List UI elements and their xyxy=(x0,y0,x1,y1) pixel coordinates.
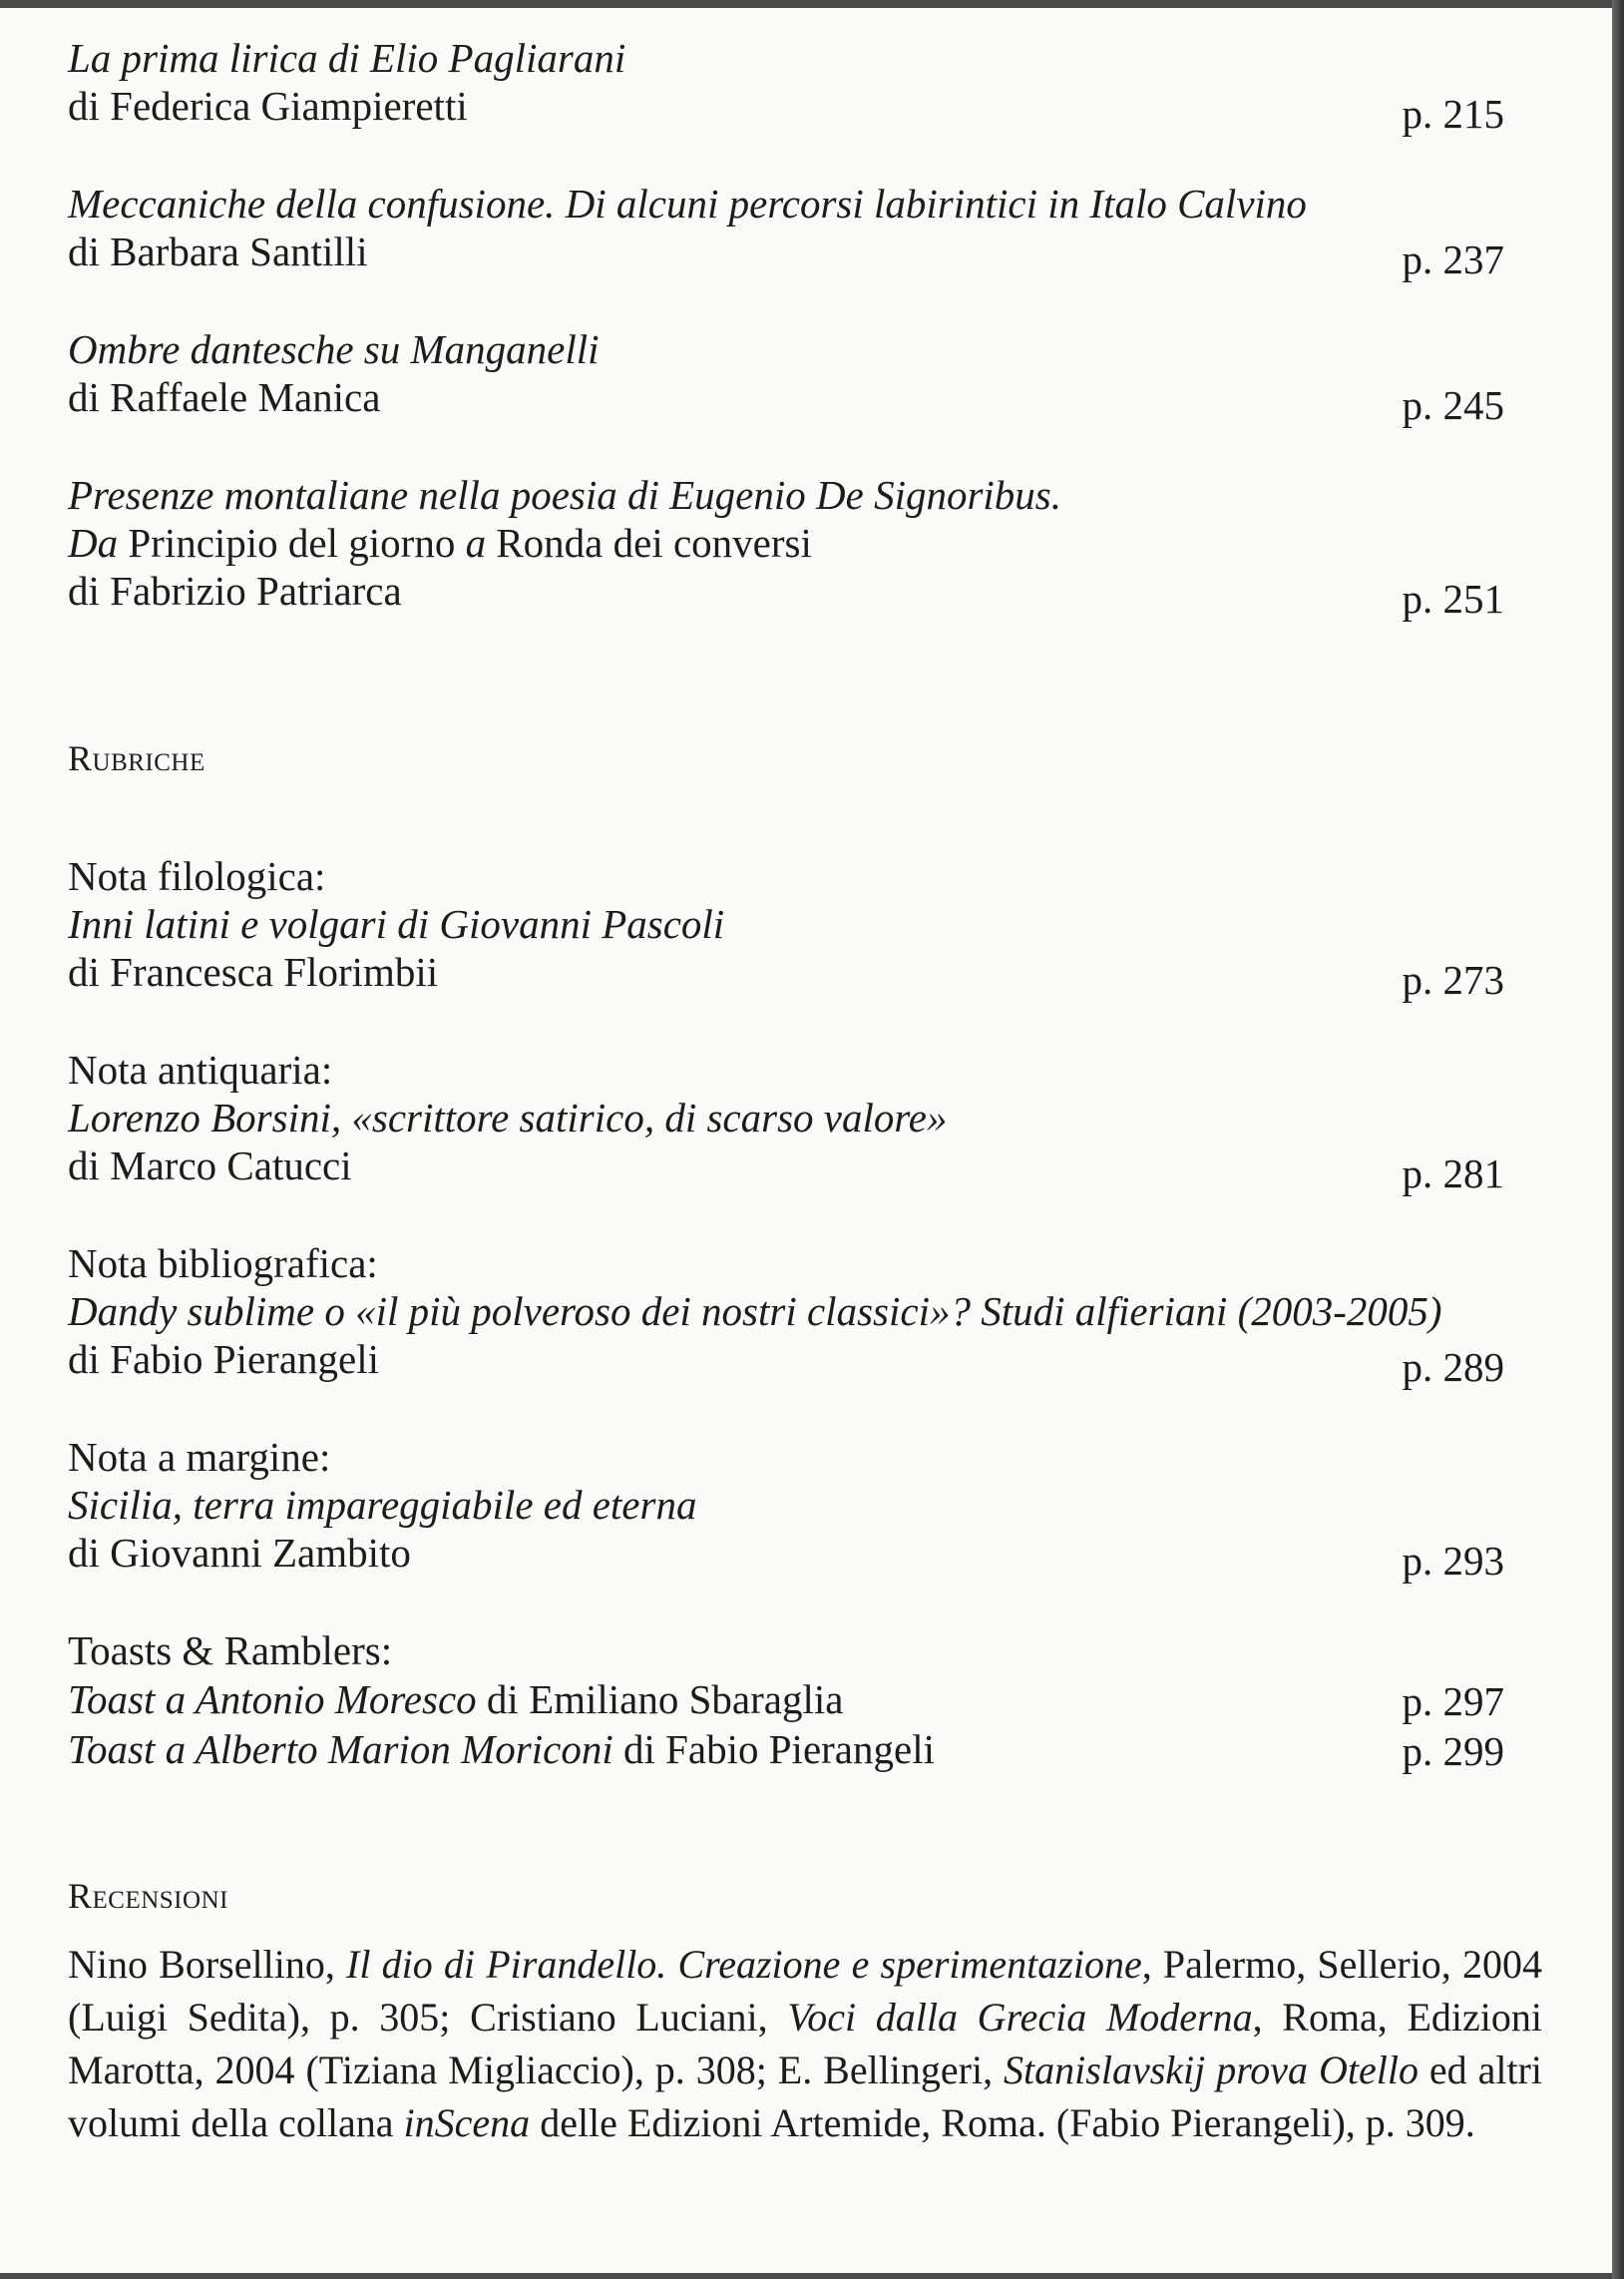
review-book-title: Voci dalla Grecia Moderna xyxy=(787,1995,1253,2040)
entry-label: Nota a margine: xyxy=(68,1434,331,1480)
entry-title: Meccaniche della confusione. Di alcuni percorsi labirintici in Italo Calvino xyxy=(68,181,1307,227)
subtitle-work: Ronda dei conversi xyxy=(496,520,812,566)
toc-entry xyxy=(68,852,1504,1003)
subtitle-a: a xyxy=(465,520,487,566)
review-text-segment: , Palermo, Sellerio, 2004 (Luigi Sedita), p. 305; Cristiano Luciani, xyxy=(68,1942,1542,2040)
entry-page: p. 281 xyxy=(1402,1150,1504,1196)
review-text-segment: delle Edizioni Artemide, Roma. (Fabio Pierangeli), p. 309. xyxy=(530,2100,1475,2145)
review-book-title: Stanislavskij prova Otello xyxy=(1004,2048,1419,2092)
document-page xyxy=(0,8,1612,2273)
entry-title: Lorenzo Borsini, «scrittore satirico, di scarso valore» xyxy=(68,1095,948,1140)
toast-title: Toast a Antonio Moresco xyxy=(68,1676,477,1722)
toast-page: p. 299 xyxy=(1402,1728,1504,1774)
review-series-title: inScena xyxy=(403,2100,531,2145)
section-heading-recensioni: Recensioni xyxy=(68,1876,228,1916)
entry-page: p. 237 xyxy=(1402,236,1504,282)
subtitle-work: Principio del giorno xyxy=(128,520,456,566)
entry-title: Ombre dantesche su Manganelli xyxy=(68,326,600,372)
subtitle-da: Da xyxy=(68,520,119,566)
review-text-segment: ed altri volumi della collana xyxy=(68,2048,1542,2145)
entry-title: Sicilia, terra impareggiabile ed eterna xyxy=(68,1482,697,1528)
section-heading-rubriche: Rubriche xyxy=(68,738,205,778)
entry-author: di Francesca Florimbii xyxy=(68,949,439,995)
entry-title: Presenze montaliane nella poesia di Eugenio De Signoribus. xyxy=(68,472,1062,518)
page-edge xyxy=(1612,0,1624,2279)
entry-page: p. 215 xyxy=(1402,91,1504,137)
review-text-segment: Nino Borsellino, xyxy=(68,1942,347,1987)
entry-page: p. 273 xyxy=(1402,957,1504,1003)
toast-row xyxy=(68,1674,1504,1724)
entry-page: p. 293 xyxy=(1402,1538,1504,1584)
entry-author: di Marco Catucci xyxy=(68,1142,352,1188)
toast-title: Toast a Alberto Marion Moriconi xyxy=(68,1726,613,1772)
review-book-title: Il dio di Pirandello. Creazione e sperimentazione xyxy=(346,1942,1142,1987)
entry-author: di Fabrizio Patriarca xyxy=(68,568,402,614)
toast-page: p. 297 xyxy=(1402,1678,1504,1724)
entry-author: di Fabio Pierangeli xyxy=(68,1336,380,1382)
entry-author: di Raffaele Manica xyxy=(68,374,381,420)
toast-row xyxy=(68,1724,1504,1774)
entry-author: di Federica Giampieretti xyxy=(68,83,468,129)
entry-author: di Giovanni Zambito xyxy=(68,1530,411,1576)
entry-title: La prima lirica di Elio Pagliarani xyxy=(68,35,626,81)
entry-page: p. 245 xyxy=(1402,382,1504,428)
entry-title: Inni latini e volgari di Giovanni Pascoli xyxy=(68,901,725,947)
toc-entry xyxy=(68,325,1504,428)
entry-label: Nota antiquaria: xyxy=(68,1047,333,1093)
entry-label: Toasts & Ramblers: xyxy=(68,1627,393,1673)
review-text-segment: , Roma, Edizioni Marotta, 2004 (Tiziana Migliaccio), p. 308; E. Bellingeri, xyxy=(68,1995,1543,2092)
toc-entry xyxy=(68,180,1504,282)
toast-author: di Fabio Pierangeli xyxy=(612,1726,935,1772)
entry-author: di Barbara Santilli xyxy=(68,228,368,274)
toasts-entry xyxy=(68,1626,1504,1774)
toc-entry xyxy=(68,1433,1504,1584)
toast-author: di Emiliano Sbaraglia xyxy=(476,1676,844,1722)
toc-entry xyxy=(68,471,1504,622)
table-of-contents xyxy=(68,34,1543,2149)
entry-label: Nota bibliografica: xyxy=(68,1240,378,1286)
entry-label: Nota filologica: xyxy=(68,853,326,899)
reviews-paragraph xyxy=(68,1938,1542,2149)
toc-entry xyxy=(68,1046,1504,1196)
entry-page: p. 289 xyxy=(1402,1344,1504,1390)
toc-entry xyxy=(68,1239,1504,1390)
entry-subtitle xyxy=(68,519,1325,567)
entry-title: Dandy sublime o «il più polveroso dei nostri classici»? Studi alfieriani (2003-2005) xyxy=(68,1288,1442,1334)
entry-page: p. 251 xyxy=(1402,576,1504,622)
toc-entry xyxy=(68,34,1504,137)
